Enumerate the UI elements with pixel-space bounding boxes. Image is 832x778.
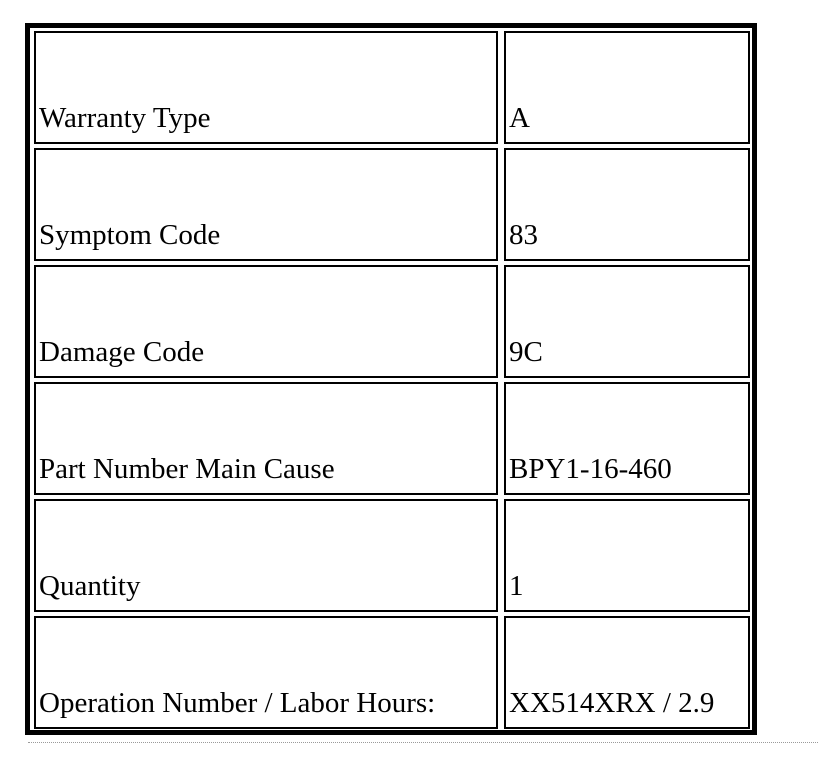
label-quantity: Quantity bbox=[34, 499, 498, 612]
value-operation-number-labor-hours: XX514XRX / 2.9 bbox=[504, 616, 750, 729]
value-symptom-code: 83 bbox=[504, 148, 750, 261]
value-damage-code: 9C bbox=[504, 265, 750, 378]
label-damage-code: Damage Code bbox=[34, 265, 498, 378]
label-operation-number-labor-hours: Operation Number / Labor Hours: bbox=[34, 616, 498, 729]
label-symptom-code: Symptom Code bbox=[34, 148, 498, 261]
warranty-table bbox=[25, 23, 757, 735]
value-warranty-type: A bbox=[504, 31, 750, 144]
value-part-number-main-cause: BPY1-16-460 bbox=[504, 382, 750, 495]
label-warranty-type: Warranty Type bbox=[34, 31, 498, 144]
warranty-table-grid bbox=[34, 31, 750, 729]
label-part-number-main-cause: Part Number Main Cause bbox=[34, 382, 498, 495]
value-quantity: 1 bbox=[504, 499, 750, 612]
scan-artifact-line bbox=[28, 742, 818, 744]
